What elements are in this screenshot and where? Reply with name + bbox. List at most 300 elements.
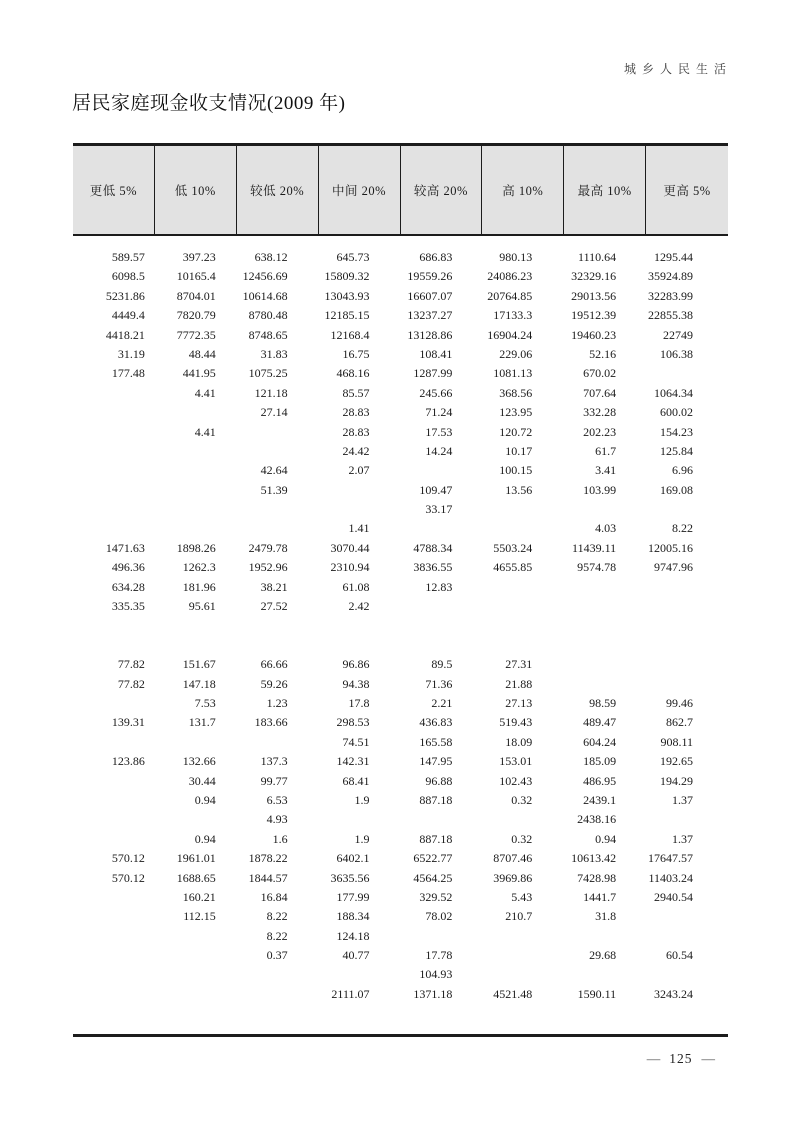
table-cell: 202.23 bbox=[583, 424, 617, 439]
column-header-middle-20pct: 中间 20% bbox=[319, 146, 401, 234]
table-cell: 153.01 bbox=[499, 754, 533, 769]
table-cell: 1.23 bbox=[266, 695, 288, 710]
table-row bbox=[73, 500, 728, 519]
table-cell: 368.56 bbox=[499, 385, 533, 400]
table-cell: 17133.3 bbox=[493, 308, 533, 323]
table-cell: 29.68 bbox=[589, 948, 617, 963]
table-cell: 22749 bbox=[663, 327, 693, 342]
page-footer bbox=[647, 1051, 715, 1067]
table-cell: 0.94 bbox=[194, 792, 216, 807]
table-row bbox=[73, 888, 728, 907]
table-cell: 112.15 bbox=[183, 909, 216, 924]
table-cell: 1471.63 bbox=[105, 540, 145, 555]
table-cell: 570.12 bbox=[111, 870, 145, 885]
page-title: 居民家庭现金收支情况(2009 年) bbox=[72, 93, 346, 114]
table-cell bbox=[401, 519, 483, 538]
table-cell: 123.95 bbox=[499, 405, 533, 420]
table-cell: 89.5 bbox=[431, 657, 453, 672]
table-row bbox=[73, 481, 728, 500]
table-cell: 13128.86 bbox=[407, 327, 453, 342]
table-cell: 0.94 bbox=[595, 831, 617, 846]
table-cell bbox=[319, 810, 401, 829]
table-cell: 1961.01 bbox=[176, 851, 216, 866]
table-cell: 13.56 bbox=[505, 482, 533, 497]
table-cell: 1688.65 bbox=[176, 870, 216, 885]
table-cell bbox=[73, 636, 155, 655]
table-cell bbox=[73, 810, 155, 829]
table-cell: 589.57 bbox=[111, 250, 145, 264]
table-cell bbox=[482, 946, 564, 965]
table-cell bbox=[482, 500, 564, 519]
table-cell bbox=[564, 636, 646, 655]
table-cell: 10165.4 bbox=[176, 269, 216, 284]
table-cell: 160.21 bbox=[182, 889, 216, 904]
table-cell: 1295.44 bbox=[654, 250, 693, 264]
table-cell bbox=[73, 694, 155, 713]
table-cell: 604.24 bbox=[583, 734, 617, 749]
table-cell: 486.95 bbox=[583, 773, 617, 788]
table-cell: 17.53 bbox=[425, 424, 453, 439]
table-cell: 1590.11 bbox=[577, 986, 617, 1001]
table-cell: 3070.44 bbox=[330, 540, 370, 555]
table-cell: 77.82 bbox=[117, 676, 145, 691]
table-cell: 16904.24 bbox=[487, 327, 533, 342]
table-cell: 12.83 bbox=[425, 579, 453, 594]
table-cell: 132.66 bbox=[182, 754, 216, 769]
table-row bbox=[73, 423, 728, 442]
table-cell bbox=[564, 655, 646, 674]
table-cell bbox=[73, 791, 155, 810]
column-header-top-5pct: 更高 5% bbox=[663, 184, 711, 198]
table-cell: 78.02 bbox=[425, 909, 453, 924]
table-cell: 8704.01 bbox=[176, 288, 216, 303]
table-cell: 27.52 bbox=[260, 599, 288, 614]
table-cell: 11403.24 bbox=[648, 870, 693, 885]
table-cell bbox=[482, 636, 564, 655]
table-row bbox=[73, 772, 728, 791]
table-cell bbox=[237, 423, 319, 442]
table-cell: 13237.27 bbox=[407, 308, 453, 323]
table-cell bbox=[646, 965, 728, 984]
table-row bbox=[73, 442, 728, 461]
table-cell: 1.6 bbox=[272, 831, 288, 846]
table-cell bbox=[646, 578, 728, 597]
table-cell: 6098.5 bbox=[111, 269, 145, 284]
table-cell: 2940.54 bbox=[654, 889, 693, 904]
table-cell: 634.28 bbox=[111, 579, 145, 594]
table-cell: 9747.96 bbox=[654, 560, 693, 575]
table-cell: 120.72 bbox=[499, 424, 533, 439]
table-row bbox=[73, 616, 728, 635]
column-header-lower-20pct: 较低 20% bbox=[237, 146, 319, 234]
table-cell: 4.41 bbox=[194, 424, 216, 439]
table-cell: 21.88 bbox=[505, 676, 533, 691]
table-cell bbox=[482, 616, 564, 635]
table-cell: 19460.23 bbox=[571, 327, 617, 342]
table-cell: 16607.07 bbox=[407, 288, 453, 303]
table-cell: 30.44 bbox=[188, 773, 216, 788]
table-cell: 109.47 bbox=[419, 482, 453, 497]
table-cell bbox=[73, 519, 155, 538]
table-cell: 6522.77 bbox=[413, 851, 453, 866]
table-cell: 99.46 bbox=[666, 695, 693, 710]
table-cell: 28.83 bbox=[342, 405, 370, 420]
table-cell bbox=[646, 500, 728, 519]
table-cell: 96.88 bbox=[425, 773, 453, 788]
table-cell: 5.43 bbox=[511, 889, 533, 904]
table-cell bbox=[73, 481, 155, 500]
table-cell: 15809.32 bbox=[324, 269, 370, 284]
table-cell: 887.18 bbox=[419, 792, 453, 807]
table-cell: 7772.35 bbox=[176, 327, 216, 342]
table-cell: 185.09 bbox=[583, 754, 617, 769]
table-cell: 2310.94 bbox=[330, 560, 370, 575]
table-cell: 103.99 bbox=[583, 482, 617, 497]
table-cell: 124.18 bbox=[336, 928, 370, 943]
table-cell bbox=[73, 830, 155, 849]
column-header-low-10pct: 低 10% bbox=[155, 146, 237, 234]
table-cell: 298.53 bbox=[336, 715, 370, 730]
table-cell: 3836.55 bbox=[413, 560, 453, 575]
table-cell: 4788.34 bbox=[413, 540, 453, 555]
table-cell: 85.57 bbox=[342, 385, 370, 400]
table-cell: 2479.78 bbox=[248, 540, 288, 555]
table-cell: 1064.34 bbox=[654, 385, 693, 400]
table-cell: 2438.16 bbox=[577, 812, 617, 827]
table-cell: 61.7 bbox=[595, 443, 617, 458]
table-cell: 245.66 bbox=[419, 385, 453, 400]
table-cell: 194.29 bbox=[660, 773, 693, 788]
table-cell bbox=[401, 597, 483, 616]
table-cell bbox=[401, 461, 483, 480]
table-cell bbox=[155, 403, 237, 422]
table-cell bbox=[155, 636, 237, 655]
table-cell: 0.94 bbox=[194, 831, 216, 846]
table-cell: 125.84 bbox=[660, 443, 693, 458]
table-cell: 6402.1 bbox=[336, 851, 370, 866]
table-row bbox=[73, 694, 728, 713]
table-cell bbox=[155, 500, 237, 519]
table-cell: 1.9 bbox=[354, 831, 370, 846]
table-row bbox=[73, 675, 728, 694]
table-row bbox=[73, 384, 728, 403]
table-cell bbox=[73, 888, 155, 907]
table-cell: 102.43 bbox=[499, 773, 533, 788]
table-cell: 436.83 bbox=[419, 715, 453, 730]
table-cell: 61.08 bbox=[342, 579, 370, 594]
table-cell bbox=[73, 616, 155, 635]
table-cell: 28.83 bbox=[342, 424, 370, 439]
table-cell bbox=[237, 500, 319, 519]
table-cell: 38.21 bbox=[260, 579, 288, 594]
table-cell: 183.66 bbox=[254, 715, 288, 730]
table-cell: 19559.26 bbox=[407, 269, 453, 284]
table-cell bbox=[73, 965, 155, 984]
table-cell: 4.03 bbox=[595, 521, 617, 536]
table-cell: 1287.99 bbox=[413, 366, 453, 381]
table-cell: 31.83 bbox=[260, 346, 288, 361]
table-cell bbox=[155, 985, 237, 1004]
table-cell: 1371.18 bbox=[413, 986, 453, 1001]
table-cell bbox=[237, 733, 319, 752]
table-cell: 3.41 bbox=[595, 463, 617, 478]
table-cell bbox=[482, 578, 564, 597]
table-cell: 137.3 bbox=[260, 754, 288, 769]
table-cell: 9574.78 bbox=[577, 560, 617, 575]
table-cell: 60.54 bbox=[666, 948, 693, 963]
table-cell: 8.22 bbox=[672, 521, 693, 536]
running-head: 城乡人民生活 bbox=[623, 62, 732, 76]
table-cell: 20764.85 bbox=[487, 288, 533, 303]
column-header-upper-20pct: 较高 20% bbox=[401, 146, 483, 234]
table-cell bbox=[646, 675, 728, 694]
table-cell bbox=[646, 636, 728, 655]
table-cell: 95.61 bbox=[188, 599, 216, 614]
table-cell: 1441.7 bbox=[583, 889, 617, 904]
table-cell: 14.24 bbox=[425, 443, 453, 458]
table-cell: 3243.24 bbox=[654, 986, 693, 1001]
table-cell: 68.41 bbox=[342, 773, 370, 788]
table-cell bbox=[155, 481, 237, 500]
table-row bbox=[73, 558, 728, 577]
table-row bbox=[73, 539, 728, 558]
table-cell: 489.47 bbox=[583, 715, 617, 730]
table-cell: 32329.16 bbox=[571, 269, 617, 284]
column-header-lowest-5pct: 更低 5% bbox=[73, 146, 155, 234]
table-cell: 1081.13 bbox=[493, 366, 533, 381]
table-cell bbox=[482, 519, 564, 538]
table-cell: 8707.46 bbox=[493, 851, 533, 866]
table-cell bbox=[155, 733, 237, 752]
table-cell bbox=[646, 810, 728, 829]
table-cell: 94.38 bbox=[342, 676, 370, 691]
table-cell bbox=[319, 616, 401, 635]
table-cell: 131.7 bbox=[188, 715, 216, 730]
table-cell bbox=[155, 946, 237, 965]
table-cell bbox=[319, 636, 401, 655]
table-cell bbox=[73, 384, 155, 403]
table-cell bbox=[564, 616, 646, 635]
table-cell: 11439.11 bbox=[572, 540, 617, 555]
table-cell: 154.23 bbox=[660, 424, 693, 439]
table-cell: 51.39 bbox=[260, 482, 288, 497]
table-cell: 27.14 bbox=[260, 405, 288, 420]
table-cell: 177.48 bbox=[111, 366, 145, 381]
table-cell: 31.19 bbox=[117, 346, 145, 361]
table-cell: 24.42 bbox=[342, 443, 370, 458]
table-cell: 329.52 bbox=[419, 889, 453, 904]
table-cell: 600.02 bbox=[660, 405, 693, 420]
table-cell bbox=[155, 461, 237, 480]
table-cell: 7820.79 bbox=[176, 308, 216, 323]
table-cell: 100.15 bbox=[499, 463, 533, 478]
table-cell bbox=[73, 927, 155, 946]
table-cell: 18.09 bbox=[505, 734, 533, 749]
table-cell: 1075.25 bbox=[248, 366, 288, 381]
table-cell bbox=[564, 675, 646, 694]
table-cell: 4.93 bbox=[266, 812, 288, 827]
table-cell: 10.17 bbox=[505, 443, 533, 458]
table-cell bbox=[564, 578, 646, 597]
footer-dash-left: — bbox=[646, 1051, 661, 1066]
table-row bbox=[73, 985, 728, 1004]
table-cell bbox=[73, 423, 155, 442]
table-row bbox=[73, 713, 728, 732]
table-cell: 12005.16 bbox=[648, 540, 693, 555]
table-cell: 3969.86 bbox=[493, 870, 533, 885]
table-cell: 169.08 bbox=[660, 482, 693, 497]
table-row bbox=[73, 461, 728, 480]
table-row bbox=[73, 927, 728, 946]
table-cell bbox=[73, 461, 155, 480]
table-cell: 17.8 bbox=[348, 695, 370, 710]
table-cell bbox=[646, 364, 728, 383]
table-cell: 42.64 bbox=[260, 463, 288, 478]
table-cell bbox=[237, 965, 319, 984]
table-cell: 4521.48 bbox=[493, 986, 533, 1001]
table-cell: 10614.68 bbox=[242, 288, 288, 303]
table-cell bbox=[73, 907, 155, 926]
table-cell: 229.06 bbox=[499, 346, 533, 361]
table-cell: 71.24 bbox=[425, 405, 453, 420]
table-cell: 13043.93 bbox=[324, 288, 370, 303]
table-cell: 108.41 bbox=[419, 346, 453, 361]
table-cell: 6.53 bbox=[266, 792, 288, 807]
table-cell: 7428.98 bbox=[577, 870, 617, 885]
table-row bbox=[73, 655, 728, 674]
table-cell: 59.26 bbox=[260, 676, 288, 691]
table-cell bbox=[73, 733, 155, 752]
table-cell bbox=[482, 927, 564, 946]
table-cell: 2.07 bbox=[348, 463, 370, 478]
table-cell: 17.78 bbox=[425, 948, 453, 963]
table-cell: 151.67 bbox=[182, 657, 216, 672]
table-cell: 27.31 bbox=[505, 657, 533, 672]
table-row bbox=[73, 519, 728, 538]
table-cell: 0.32 bbox=[511, 831, 533, 846]
table-cell: 71.36 bbox=[425, 676, 453, 691]
table-cell: 10613.42 bbox=[571, 851, 617, 866]
table-cell: 32283.99 bbox=[648, 288, 693, 303]
table-cell bbox=[155, 442, 237, 461]
table-row bbox=[73, 791, 728, 810]
table-cell: 2.21 bbox=[431, 695, 453, 710]
table-cell: 52.16 bbox=[589, 346, 617, 361]
table-cell: 1.41 bbox=[348, 521, 370, 536]
table-row bbox=[73, 597, 728, 616]
table-cell bbox=[237, 442, 319, 461]
table-row bbox=[73, 267, 728, 286]
table-cell: 519.43 bbox=[499, 715, 533, 730]
table-cell: 16.75 bbox=[342, 346, 370, 361]
table-cell bbox=[73, 403, 155, 422]
table-cell: 210.7 bbox=[505, 909, 533, 924]
table-cell bbox=[401, 810, 483, 829]
table-cell: 468.16 bbox=[336, 366, 370, 381]
table-row bbox=[73, 946, 728, 965]
table-cell bbox=[646, 597, 728, 616]
column-header-highest-10pct: 最高 10% bbox=[564, 146, 646, 234]
table-cell: 1.37 bbox=[672, 792, 693, 807]
table-cell bbox=[155, 810, 237, 829]
table-row bbox=[73, 248, 728, 267]
table-cell bbox=[646, 616, 728, 635]
table-cell bbox=[155, 616, 237, 635]
table-cell: 3635.56 bbox=[330, 870, 370, 885]
table-cell bbox=[73, 772, 155, 791]
table-cell: 862.7 bbox=[666, 715, 693, 730]
table-cell bbox=[319, 965, 401, 984]
income-expenditure-table bbox=[73, 143, 728, 1037]
table-cell: 22855.38 bbox=[648, 308, 693, 323]
table-cell: 192.65 bbox=[660, 754, 693, 769]
table-cell: 1262.3 bbox=[182, 560, 216, 575]
table-row bbox=[73, 849, 728, 868]
table-cell: 686.83 bbox=[419, 250, 453, 264]
table-row bbox=[73, 326, 728, 345]
table-cell: 0.37 bbox=[266, 948, 288, 963]
column-header-high-10pct: 高 10% bbox=[482, 146, 564, 234]
table-cell bbox=[401, 927, 483, 946]
table-cell: 177.99 bbox=[336, 889, 370, 904]
table-cell bbox=[564, 597, 646, 616]
table-cell: 121.18 bbox=[254, 385, 288, 400]
table-cell: 19512.39 bbox=[571, 308, 617, 323]
table-cell bbox=[564, 500, 646, 519]
table-cell bbox=[237, 636, 319, 655]
table-cell: 8.22 bbox=[266, 928, 288, 943]
table-cell bbox=[237, 616, 319, 635]
table-cell bbox=[155, 965, 237, 984]
table-cell: 1952.96 bbox=[248, 560, 288, 575]
table-cell bbox=[646, 907, 728, 926]
table-row bbox=[73, 306, 728, 325]
table-cell: 35924.89 bbox=[648, 269, 693, 284]
table-cell: 1.9 bbox=[354, 792, 370, 807]
table-cell: 29013.56 bbox=[571, 288, 617, 303]
table-row bbox=[73, 345, 728, 364]
footer-dash-right: — bbox=[701, 1051, 715, 1066]
table-row bbox=[73, 810, 728, 829]
table-cell bbox=[237, 519, 319, 538]
table-header-row bbox=[73, 143, 728, 236]
table-cell: 1844.57 bbox=[248, 870, 288, 885]
table-cell bbox=[564, 927, 646, 946]
table-cell: 7.53 bbox=[194, 695, 216, 710]
table-row bbox=[73, 752, 728, 771]
table-cell: 2111.07 bbox=[331, 986, 370, 1001]
table-cell bbox=[73, 500, 155, 519]
table-cell: 6.96 bbox=[672, 463, 693, 478]
table-cell: 1110.64 bbox=[578, 250, 617, 264]
table-cell: 77.82 bbox=[117, 657, 145, 672]
table-cell: 27.13 bbox=[505, 695, 533, 710]
table-row bbox=[73, 965, 728, 984]
table-cell: 181.96 bbox=[182, 579, 216, 594]
table-cell: 8.22 bbox=[266, 909, 288, 924]
table-cell: 31.8 bbox=[595, 909, 617, 924]
table-cell bbox=[319, 500, 401, 519]
table-cell bbox=[482, 810, 564, 829]
table-row bbox=[73, 364, 728, 383]
table-cell: 8748.65 bbox=[248, 327, 288, 342]
table-cell: 33.17 bbox=[425, 502, 453, 517]
table-row bbox=[73, 403, 728, 422]
table-cell bbox=[319, 481, 401, 500]
table-cell bbox=[646, 655, 728, 674]
table-cell bbox=[401, 636, 483, 655]
table-cell: 17647.57 bbox=[648, 851, 693, 866]
